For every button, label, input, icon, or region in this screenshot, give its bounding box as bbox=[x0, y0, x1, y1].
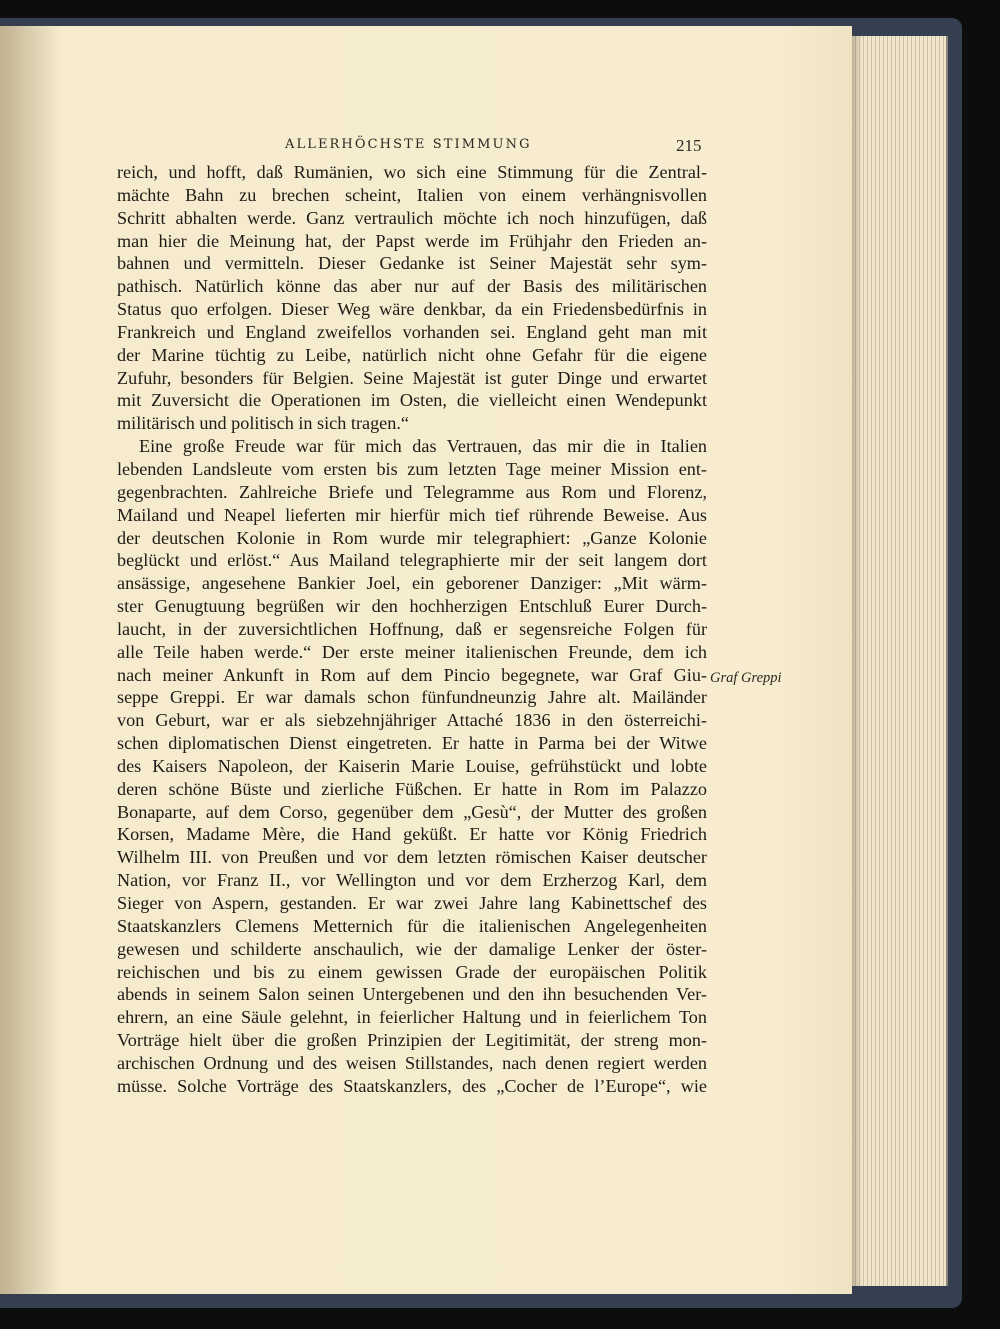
text-line: Bonaparte, auf dem Corso, gegenüber dem „Gesù“, der Mutter des großen bbox=[117, 801, 707, 822]
page-number: 215 bbox=[676, 136, 702, 155]
page-edges-shadow bbox=[852, 36, 862, 1286]
text-line: lebenden Landsleute vom ersten bis zum letzten Tage meiner Mission ent- bbox=[117, 458, 707, 479]
text-line: mächte Bahn zu brechen scheint, Italien von einem verhängnisvollen bbox=[117, 184, 707, 205]
margin-note: Graf Greppi bbox=[710, 670, 782, 686]
page-edges bbox=[852, 36, 948, 1286]
text-line: ansässige, angesehene Bankier Joel, ein geborener Danziger: „Mit wärm- bbox=[117, 573, 707, 594]
text-line: man hier die Meinung hat, der Papst werde im Frühjahr den Frieden an- bbox=[117, 230, 707, 251]
text-line: Staatskanzlers Clemens Metternich für die italienischen Angelegenheiten bbox=[117, 915, 707, 936]
text-line: mit Zuversicht die Operationen im Osten, die vielleicht einen Wendepunkt bbox=[117, 390, 707, 411]
text-line: Mailand und Neapel lieferten mir hierfür mich tief rührende Beweise. Aus bbox=[117, 504, 707, 525]
text-line: der Marine tüchtig zu Leibe, natürlich nicht ohne Gefahr für die eigene bbox=[117, 344, 707, 365]
text-line: gewesen und schilderte anschaulich, wie der damalige Lenker der öster- bbox=[117, 938, 707, 959]
text-line: militärisch und politisch in sich tragen.“ bbox=[117, 413, 409, 434]
text-line: von Geburt, war er als siebzehnjähriger Attaché 1836 in den österreichi- bbox=[117, 710, 707, 731]
text-line: der deutschen Kolonie in Rom wurde mir telegraphiert: „Ganze Kolonie bbox=[117, 527, 707, 548]
text-line: Korsen, Madame Mère, die Hand geküßt. Er hatte vor König Friedrich bbox=[117, 824, 707, 845]
text-line: alle Teile haben werde.“ Der erste meiner italienischen Freunde, dem ich bbox=[117, 641, 707, 662]
text-line: schen diplomatischen Dienst eingetreten. Er hatte in Parma bei der Witwe bbox=[117, 733, 707, 754]
text-line: seppe Greppi. Er war damals schon fünfundneunzig Jahre alt. Mailänder bbox=[117, 687, 707, 708]
text-line: ster Genugtuung begrüßen wir den hochherzigen Entschluß Eurer Durch- bbox=[117, 596, 707, 617]
page-gutter-shadow bbox=[0, 26, 60, 1294]
body-text bbox=[117, 161, 707, 1098]
text-line: Frankreich und England zweifellos vorhanden sei. England geht man mit bbox=[117, 321, 707, 342]
text-line: deren schöne Büste und zierliche Füßchen. Er hatte in Rom im Palazzo bbox=[117, 778, 707, 799]
text-line: laucht, in der zuversichtlichen Hoffnung, daß er segensreiche Folgen für bbox=[117, 618, 707, 639]
text-line: Wilhelm III. von Preußen und vor dem letzten römischen Kaiser deutscher bbox=[117, 847, 707, 868]
text-line: des Kaisers Napoleon, der Kaiserin Marie Louise, gefrühstückt und lobte bbox=[117, 755, 707, 776]
text-line: ehrern, an eine Säule gelehnt, in feierlicher Haltung und in feierlichem Ton bbox=[117, 1007, 707, 1028]
text-line: pathisch. Natürlich könne das aber nur auf der Basis des militärischen bbox=[117, 276, 707, 297]
text-line: Nation, vor Franz II., vor Wellington und vor dem Erzherzog Karl, dem bbox=[117, 870, 707, 891]
text-line: Vorträge hielt über die großen Prinzipien der Legitimität, der streng mon- bbox=[117, 1030, 707, 1051]
text-line: Sieger von Aspern, gestanden. Er war zwei Jahre lang Kabinettschef des bbox=[117, 893, 707, 913]
text-line: Zufuhr, besonders für Belgien. Seine Majestät ist guter Dinge und erwartet bbox=[117, 367, 707, 388]
text-line: müsse. Solche Vorträge des Staatskanzlers, des „Cocher de l’Europe“, wie bbox=[117, 1075, 707, 1096]
text-line: reich, und hofft, daß Rumänien, wo sich eine Stimmung für die Zentral- bbox=[117, 162, 707, 182]
text-line: Schritt abhalten werde. Ganz vertraulich möchte ich noch hinzufügen, daß bbox=[117, 207, 707, 228]
text-line: reichischen und bis zu einem gewissen Grade der europäischen Politik bbox=[117, 961, 707, 982]
text-line: archischen Ordnung und des weisen Stillstandes, nach denen regiert werden bbox=[117, 1052, 707, 1073]
text-line: Status quo erfolgen. Dieser Weg wäre denkbar, da ein Friedensbedürfnis in bbox=[117, 299, 707, 320]
text-line: abends in seinem Salon seinen Untergebenen und den ihn besuchenden Ver- bbox=[117, 984, 707, 1005]
text-line: Eine große Freude war für mich das Vertrauen, das mir die in Italien bbox=[139, 436, 707, 457]
text-line: beglückt und erlöst.“ Aus Mailand telegraphierte mir der seit langem dort bbox=[117, 550, 707, 571]
text-line: nach meiner Ankunft in Rom auf dem Pincio begegnete, war Graf Giu- bbox=[117, 664, 707, 685]
text-line: bahnen und vermitteln. Dieser Gedanke ist Seiner Majestät sehr sym- bbox=[117, 253, 707, 274]
text-line: gegenbrachten. Zahlreiche Briefe und Telegramme aus Rom und Florenz, bbox=[117, 481, 707, 502]
running-title: ALLERHÖCHSTE STIMMUNG bbox=[285, 137, 532, 152]
